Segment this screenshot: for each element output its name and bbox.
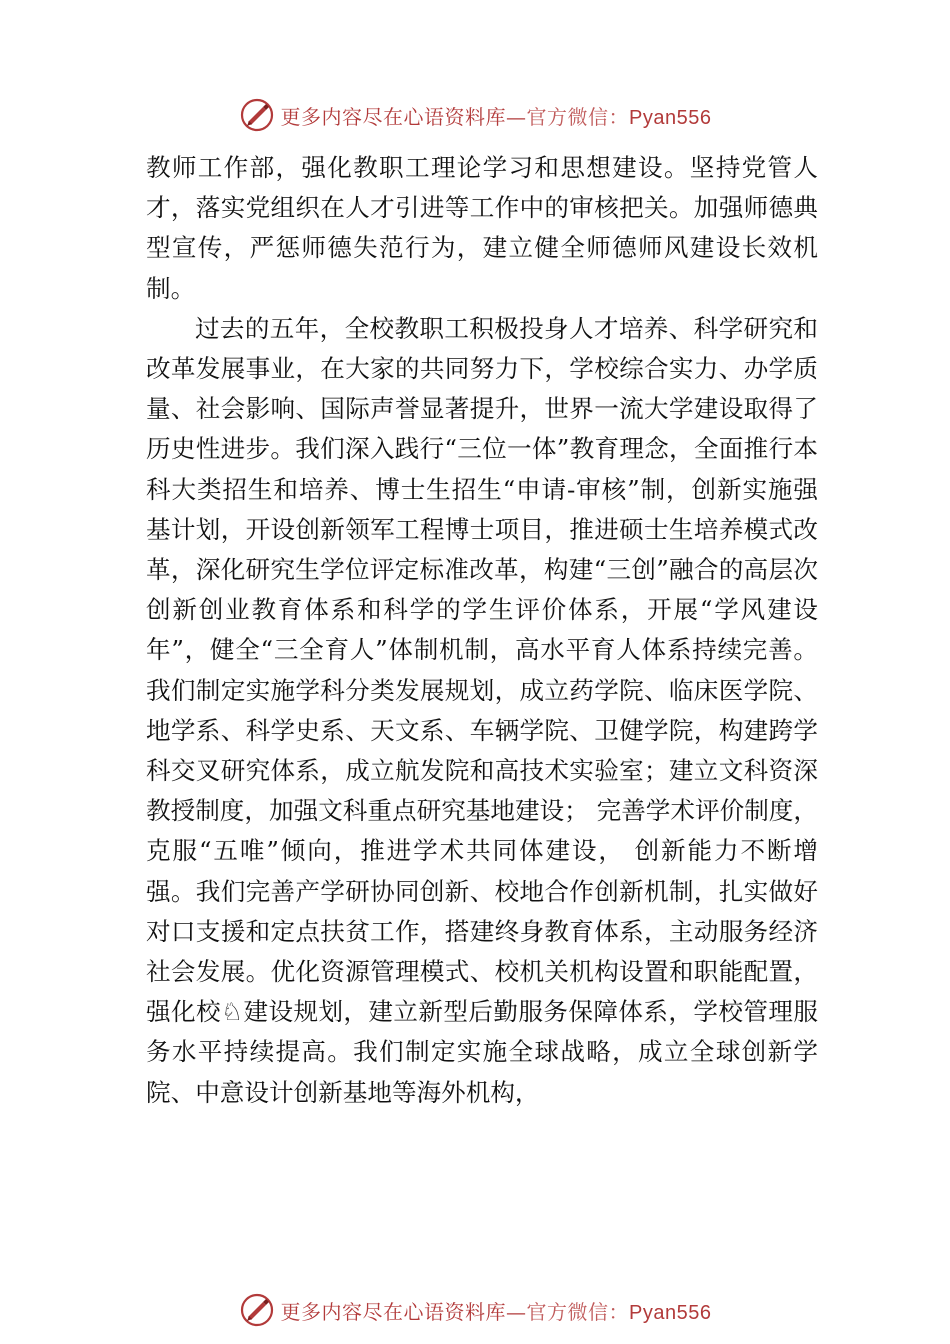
footer-banner xyxy=(0,1290,950,1330)
document-body xyxy=(146,148,818,1113)
header-banner-wechat-label: 官方微信： xyxy=(526,104,630,129)
pen-seal-logo-icon xyxy=(239,97,275,133)
header-banner-title: 更多内容尽在心语资料库— xyxy=(280,104,527,129)
header-banner-text xyxy=(281,101,712,130)
header-banner xyxy=(0,95,950,135)
footer-banner-text xyxy=(281,1296,712,1325)
header-banner-wechat-id: Pyan556 xyxy=(629,106,712,129)
footer-banner-title: 更多内容尽在心语资料库— xyxy=(280,1299,527,1324)
footer-banner-wechat-id: Pyan556 xyxy=(629,1301,712,1324)
footer-banner-wechat-label: 官方微信： xyxy=(526,1299,630,1324)
body-paragraph-2: 过去的五年，全校教职工积极投身人才培养、科学研究和改革发展事业，在大家的共同努力下，学校综合实力、办学质量、社会影响、国际声誉显著提升，世界一流大学建设取得了历史性进步。我们深入践行“三位一体”教育理念，全面推行本科大类招生和培养、博士生招生“申请-审核”制，创新实施强基计划，开设创新领军工程博士项目，推进硕士生培养模式改革，深化研究生学位评定标准改革，构建“三创”融合的高层次创新创业教育体系和科学的学生评价体系，开展“学风建设年”，健全“三全育人”体制机制，高水平育人体系持续完善。我们制定实施学科分类发展规划，成立药学院、临床医学院、地学系、科学史系、天文系、车辆学院、卫健学院，构建跨学科交叉研究体系，成立航发院和高技术实验室；建立文科资深教授制度，加强文科重点研究基地建设； 完善学术评价制度，克服“五唯”倾向，推进学术共同体建设， 创新能力不断增强。我们完善产学研协同创新、校地合作创新机制，扎实做好对口支援和定点扶贫工作，搭建终身教育体系，主动服务经济社会发展。优化资源管理模式、校机关机构设置和职能配置，强化校♘建设规划，建立新型后勤服务保障体系，学校管理服务水平持续提高。我们制定实施全球战略，成立全球创新学院、中意设计创新基地等海外机构， xyxy=(146,313,818,1107)
body-paragraph-1: 教师工作部，强化教职工理论学习和思想建设。坚持党管人才，落实党组织在人才引进等工作中的审核把关。加强师德典型宣传，严惩师德失范行为，建立健全师德师风建设长效机制。 xyxy=(146,153,818,303)
pen-seal-logo-icon xyxy=(239,1292,275,1328)
